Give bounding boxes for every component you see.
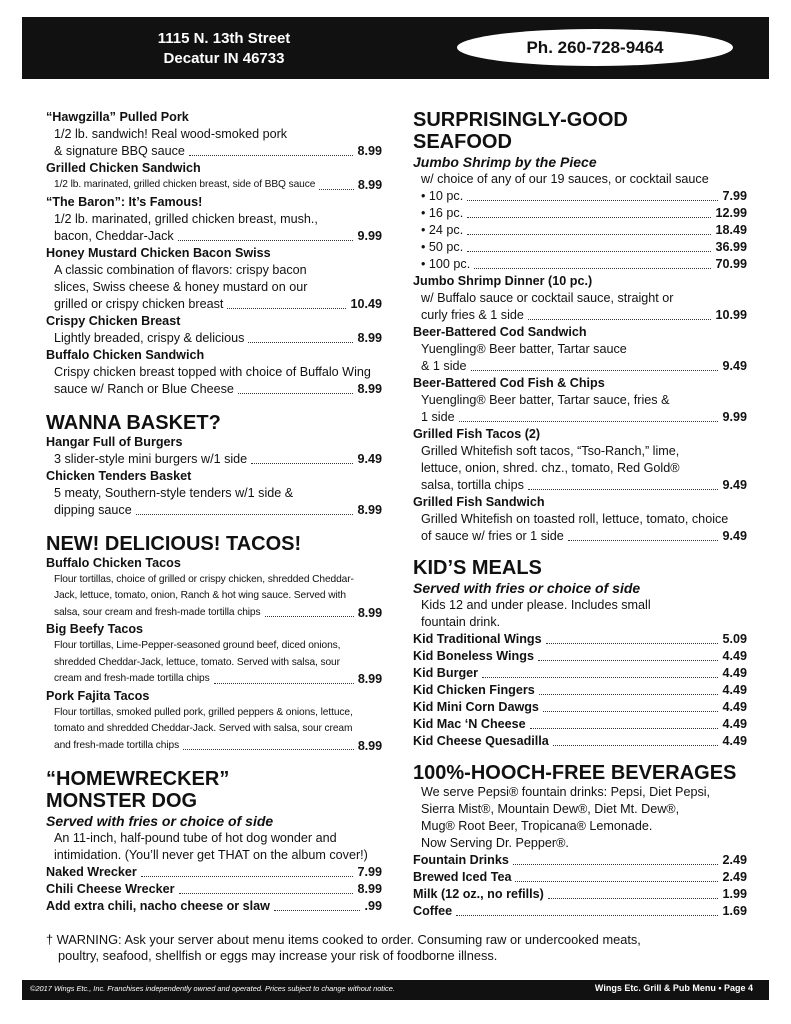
menu-item-desc: w/ Buffalo sauce or cocktail sauce, straight or — [421, 291, 674, 305]
section-title-kids: KID’S MEALS — [413, 557, 542, 579]
menu-item-name: Chicken Tenders Basket — [46, 468, 192, 483]
menu-item-desc: salsa, sour cream and fresh-made tortilla chips — [54, 606, 261, 618]
warning-line-2: poultry, seafood, shellfish or eggs may increase your risk of foodborne illness. — [58, 948, 498, 963]
menu-row-label: • 50 pc. — [421, 240, 464, 254]
menu-row-price: 4.49 — [722, 734, 747, 748]
menu-item-name: Hangar Full of Burgers — [46, 434, 183, 449]
menu-item-desc: dipping sauce — [54, 502, 132, 517]
section-title-seafood-1: SURPRISINGLY-GOOD — [413, 109, 628, 131]
leader-dots — [248, 342, 353, 343]
beverage-list — [413, 784, 747, 920]
leader-dots — [136, 514, 354, 515]
menu-item-desc: curly fries & 1 side — [421, 308, 524, 322]
menu-item-price-row — [413, 409, 747, 426]
menu-row-price: 4.49 — [722, 683, 747, 697]
leader-dots — [471, 370, 719, 371]
menu-row — [413, 222, 747, 239]
menu-item-price-row — [46, 296, 382, 313]
address-line-2: Decatur IN 46733 — [163, 50, 285, 67]
menu-item-desc: 1/2 lb. marinated, grilled chicken breast, mush., — [54, 211, 318, 226]
menu-item-name: “Hawgzilla” Pulled Pork — [46, 110, 189, 124]
menu-row-price: 2.49 — [722, 853, 747, 867]
menu-item-desc: shredded Cheddar-Jack, lettuce, tomato. Served with salsa, sour — [54, 656, 340, 668]
menu-item-desc: Flour tortillas, Lime-Pepper-seasoned ground beef, diced onions, — [54, 640, 341, 651]
section-title-dog-2: MONSTER DOG — [46, 790, 198, 812]
menu-item-price-row — [46, 330, 382, 347]
leader-dots — [538, 660, 719, 661]
menu-item-name: Buffalo Chicken Sandwich — [46, 347, 205, 362]
menu-item-price-row — [46, 671, 382, 688]
menu-row-label: Add extra chili, nacho cheese or slaw — [46, 899, 270, 913]
menu-row-label: Kid Traditional Wings — [413, 632, 542, 646]
leader-dots — [459, 421, 719, 422]
menu-item-desc: 1/2 lb. marinated, grilled chicken breast, side of BBQ sauce — [54, 179, 316, 190]
menu-item-desc: Flour tortillas, smoked pulled pork, grilled peppers & onions, lettuce, — [54, 706, 353, 718]
leader-dots — [548, 898, 719, 899]
leader-dots — [141, 876, 354, 877]
menu-item-price: 8.99 — [357, 330, 382, 345]
leader-dots — [189, 155, 354, 156]
section-desc: intimidation. (You’ll never get THAT on the album cover!) — [54, 848, 368, 862]
menu-row — [413, 682, 747, 699]
menu-item-price-row — [46, 143, 382, 160]
menu-row-label: Naked Wrecker — [46, 865, 137, 879]
leader-dots — [546, 643, 719, 644]
menu-item-desc: Grilled Whitefish on toasted roll, lettuce, tomato, choice — [421, 512, 729, 526]
section-desc: Kids 12 and under please. Includes small — [421, 598, 651, 612]
leader-dots — [227, 308, 346, 309]
leader-dots — [539, 694, 719, 695]
section-title-tacos: NEW! DELICIOUS! TACOS! — [46, 532, 302, 555]
section-desc: An 11-inch, half-pound tube of hot dog wonder and — [54, 831, 337, 845]
menu-item-price-row — [46, 502, 382, 519]
dog-subtitle: Served with fries or choice of side — [46, 813, 274, 829]
menu-item-price: 8.99 — [357, 502, 382, 517]
menu-row — [413, 903, 747, 920]
leader-dots — [179, 893, 354, 894]
menu-item-price: 8.99 — [357, 381, 382, 396]
menu-row-label: Kid Chicken Fingers — [413, 683, 535, 697]
leader-dots — [467, 234, 711, 235]
menu-item-price-row — [413, 528, 747, 545]
menu-row-price: 4.49 — [722, 649, 747, 663]
menu-item-desc: sauce w/ Ranch or Blue Cheese — [54, 381, 234, 396]
leader-dots — [467, 251, 711, 252]
menu-item-price-row — [46, 451, 382, 468]
menu-row — [413, 239, 747, 256]
kids-subtitle: Served with fries or choice of side — [413, 580, 641, 596]
menu-row — [413, 256, 747, 273]
section-title-dog-1: “HOMEWRECKER” — [46, 768, 230, 790]
menu-item-price-row — [46, 177, 382, 194]
menu-row-label: • 10 pc. — [421, 189, 464, 203]
menu-item-price: 10.99 — [715, 308, 747, 322]
menu-row-price: 1.99 — [722, 887, 747, 901]
menu-item-price: 8.99 — [357, 178, 382, 192]
menu-item-name: Grilled Chicken Sandwich — [46, 161, 201, 175]
menu-item-desc: lettuce, onion, shred. chz., tomato, Red Gold® — [421, 461, 680, 475]
leader-dots — [528, 489, 719, 490]
menu-item-desc: A classic combination of flavors: crispy bacon — [54, 262, 307, 277]
leader-dots — [319, 189, 354, 190]
menu-item-name: Beer-Battered Cod Fish & Chips — [413, 376, 605, 390]
menu-item-desc: bacon, Cheddar-Jack — [54, 228, 174, 243]
leader-dots — [513, 864, 719, 865]
leader-dots — [265, 616, 354, 617]
leader-dots — [178, 240, 354, 241]
menu-row-price: 7.99 — [722, 189, 747, 203]
menu-row — [413, 716, 747, 733]
menu-row — [413, 869, 747, 886]
food-warning — [46, 932, 746, 964]
menu-row-price: 8.99 — [357, 882, 382, 896]
menu-row-label: • 16 pc. — [421, 206, 464, 220]
menu-row-price: 4.49 — [722, 700, 747, 714]
menu-item-desc: cream and fresh-made tortilla chips — [54, 673, 210, 684]
footer-copyright: ©2017 Wings Etc., Inc. Franchises independently owned and operated. Prices subject to change without notice. — [30, 984, 395, 993]
menu-row-label: • 100 pc. — [421, 257, 471, 271]
phone-badge: Ph. 260-728-9464 — [457, 29, 733, 66]
leader-dots — [274, 910, 361, 911]
menu-item-price: 9.99 — [722, 410, 747, 424]
leader-dots — [528, 319, 712, 320]
menu-item-name: “The Baron”: It’s Famous! — [46, 194, 203, 209]
menu-row-label: Chili Cheese Wrecker — [46, 882, 175, 896]
address-line-1: 1115 N. 13th Street — [157, 30, 291, 47]
leader-dots — [530, 728, 719, 729]
menu-item-desc: 1/2 lb. sandwich! Real wood-smoked pork — [54, 127, 288, 141]
leader-dots — [183, 749, 354, 750]
menu-row-price: 12.99 — [715, 206, 747, 220]
menu-item-name: Grilled Fish Sandwich — [413, 495, 545, 509]
menu-item-desc: Yuengling® Beer batter, Tartar sauce — [421, 342, 627, 356]
menu-row — [413, 886, 747, 903]
basket-list — [46, 434, 382, 519]
leader-dots — [214, 683, 354, 684]
warning-line-1: † WARNING: Ask your server about menu items cooked to order. Consuming raw or undercooked meats, — [46, 932, 641, 947]
leader-dots — [543, 711, 719, 712]
section-title-seafood-2: SEAFOOD — [413, 131, 512, 153]
menu-row-price: 70.99 — [715, 257, 747, 271]
leader-dots — [553, 745, 719, 746]
menu-item-desc: and fresh-made tortilla chips — [54, 739, 180, 751]
menu-row — [46, 864, 382, 881]
section-desc: Mug® Root Beer, Tropicana® Lemonade. — [421, 819, 653, 833]
menu-item-name: Jumbo Shrimp Dinner (10 pc.) — [413, 274, 593, 288]
menu-row-label: Kid Mini Corn Dawgs — [413, 700, 539, 714]
menu-item-name: Big Beefy Tacos — [46, 622, 144, 636]
section-title-basket: WANNA BASKET? — [46, 411, 221, 434]
menu-row — [413, 631, 747, 648]
menu-row-price: .99 — [364, 899, 382, 913]
menu-item-price: 8.99 — [357, 738, 382, 753]
menu-item-desc: 1 side — [421, 410, 455, 424]
leader-dots — [482, 677, 718, 678]
menu-row — [413, 699, 747, 716]
menu-item-desc: slices, Swiss cheese & honey mustard on our — [54, 279, 308, 294]
menu-row — [46, 898, 382, 915]
menu-item-price-row — [46, 738, 382, 755]
menu-item-desc: Grilled Whitefish soft tacos, “Tso-Ranch,” lime, — [421, 444, 680, 458]
seafood-subtitle: Jumbo Shrimp by the Piece — [413, 154, 597, 170]
menu-row — [413, 733, 747, 750]
menu-item-desc: & signature BBQ sauce — [54, 144, 185, 158]
menu-item-price-row — [46, 605, 382, 622]
shrimp-piece-list — [413, 188, 747, 273]
menu-item-desc: 3 slider-style mini burgers w/1 side — [54, 451, 248, 466]
menu-item-name: Pork Fajita Tacos — [46, 688, 150, 703]
menu-item-price: 9.49 — [722, 529, 747, 543]
footer-bar — [22, 980, 769, 1000]
leader-dots — [251, 463, 353, 464]
menu-row — [413, 665, 747, 682]
menu-item-desc: Crispy chicken breast topped with choice of Buffalo Wing — [54, 364, 371, 379]
seafood-intro: w/ choice of any of our 19 sauces, or cocktail sauce — [421, 172, 709, 186]
menu-item-price: 9.49 — [722, 478, 747, 492]
menu-item-price: 9.49 — [722, 359, 747, 373]
kids-list — [413, 597, 747, 750]
left-column — [46, 109, 382, 915]
tacos-list — [46, 555, 382, 755]
menu-row-label: Kid Mac ‘N Cheese — [413, 717, 526, 731]
menu-row-price: 4.49 — [722, 666, 747, 680]
sandwich-list — [46, 109, 382, 398]
menu-row-label: Fountain Drinks — [413, 853, 509, 867]
menu-item-desc: grilled or crispy chicken breast — [54, 296, 224, 311]
menu-row-price: 5.09 — [722, 632, 747, 646]
menu-item-price: 9.99 — [357, 228, 382, 243]
menu-item-name: Crispy Chicken Breast — [46, 313, 181, 328]
menu-row — [413, 852, 747, 869]
menu-row-label: Milk (12 oz., no refills) — [413, 887, 544, 901]
menu-item-desc: Jack, lettuce, tomato, onion, Ranch & hot wing sauce. Served with — [54, 590, 346, 601]
menu-item-desc: Lightly breaded, crispy & delicious — [54, 330, 245, 345]
menu-row-price: 4.49 — [722, 717, 747, 731]
leader-dots — [467, 200, 718, 201]
section-title-beverages: 100%-HOOCH-FREE BEVERAGES — [413, 762, 737, 784]
menu-item-price: 9.49 — [357, 451, 382, 466]
menu-item-price: 8.99 — [357, 605, 382, 620]
footer-page-label: Wings Etc. Grill & Pub Menu • Page 4 — [594, 983, 753, 993]
menu-row-price: 7.99 — [357, 865, 382, 879]
right-column — [413, 109, 747, 920]
menu-item-price-row — [46, 228, 382, 245]
menu-row-label: Kid Burger — [413, 666, 479, 680]
section-desc: Now Serving Dr. Pepper®. — [421, 836, 569, 850]
menu-item-name: Buffalo Chicken Tacos — [46, 555, 181, 570]
menu-item-name: Beer-Battered Cod Sandwich — [413, 325, 587, 339]
seafood-list — [413, 273, 747, 545]
menu-item-desc: 5 meaty, Southern-style tenders w/1 side & — [54, 485, 294, 500]
menu-item-desc: Flour tortillas, choice of grilled or crispy chicken, shredded Cheddar- — [54, 573, 354, 585]
menu-item-desc: of sauce w/ fries or 1 side — [421, 529, 564, 543]
menu-item-name: Honey Mustard Chicken Bacon Swiss — [46, 245, 271, 260]
menu-row-label: Coffee — [413, 904, 453, 918]
menu-row-label: • 24 pc. — [421, 223, 464, 237]
leader-dots — [515, 881, 718, 882]
section-desc: fountain drink. — [421, 615, 501, 629]
leader-dots — [456, 915, 718, 916]
menu-row-price: 18.49 — [715, 223, 747, 237]
menu-row — [46, 881, 382, 898]
leader-dots — [474, 268, 711, 269]
menu-row — [413, 188, 747, 205]
menu-item-desc: & 1 side — [421, 359, 467, 373]
menu-row-price: 1.69 — [722, 904, 747, 918]
menu-item-price-row — [413, 358, 747, 375]
dog-list — [46, 830, 382, 915]
menu-item-name: Grilled Fish Tacos (2) — [413, 427, 541, 441]
leader-dots — [467, 217, 711, 218]
section-desc: We serve Pepsi® fountain drinks: Pepsi, Diet Pepsi, — [421, 785, 711, 799]
menu-row-price: 36.99 — [715, 240, 747, 254]
leader-dots — [238, 393, 354, 394]
menu-row-label: Brewed Iced Tea — [413, 870, 512, 884]
menu-item-desc: salsa, tortilla chips — [421, 478, 524, 492]
section-desc: Sierra Mist®, Mountain Dew®, Diet Mt. Dew®, — [421, 802, 680, 816]
menu-row-price: 2.49 — [722, 870, 747, 884]
menu-item-desc: Yuengling® Beer batter, Tartar sauce, fries & — [421, 393, 670, 407]
menu-item-price-row — [413, 307, 747, 324]
menu-item-price: 8.99 — [357, 672, 382, 686]
menu-item-price: 10.49 — [350, 296, 382, 311]
menu-row — [413, 205, 747, 222]
header-bar — [22, 17, 769, 79]
menu-row — [413, 648, 747, 665]
menu-item-desc: tomato and shredded Cheddar-Jack. Served with salsa, sour cream — [54, 723, 353, 734]
menu-row-label: Kid Cheese Quesadilla — [413, 734, 549, 748]
menu-item-price: 8.99 — [357, 144, 382, 158]
menu-item-price-row — [413, 477, 747, 494]
menu-item-price-row — [46, 381, 382, 398]
menu-row-label: Kid Boneless Wings — [413, 649, 534, 663]
leader-dots — [568, 540, 719, 541]
